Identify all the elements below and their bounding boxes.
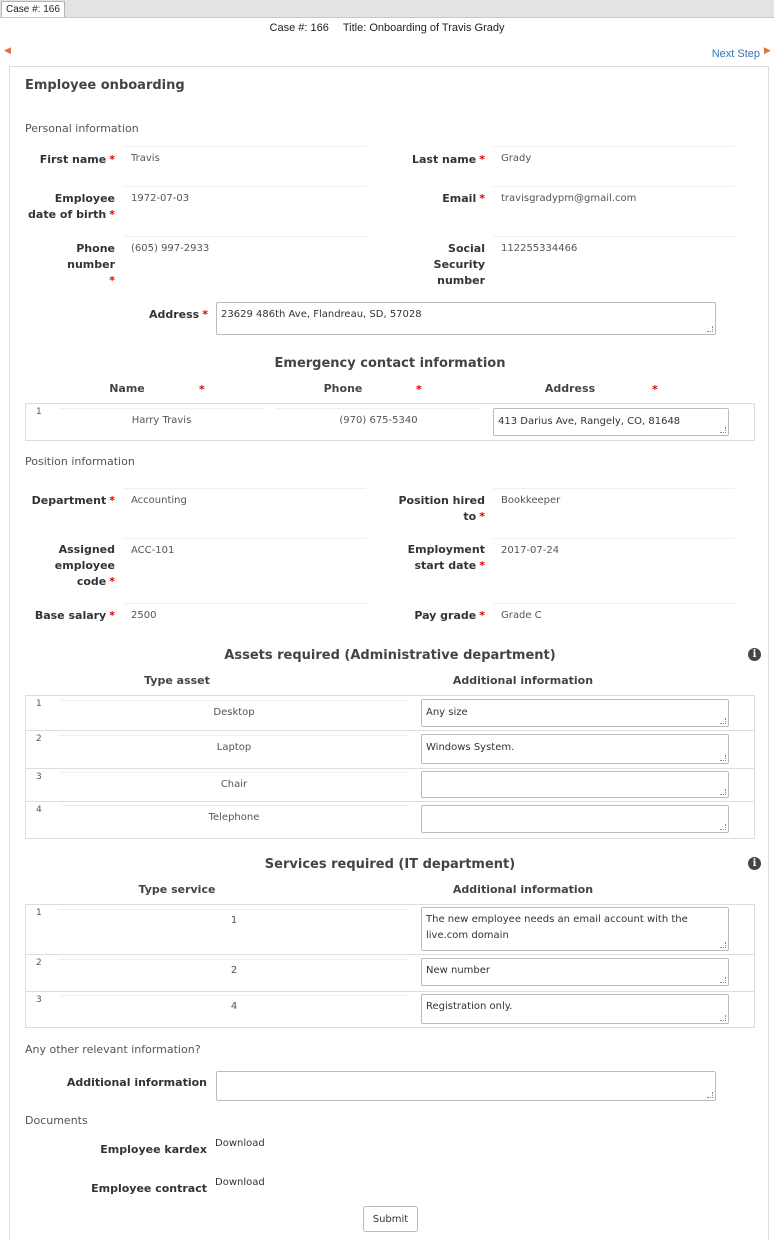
phone-field[interactable]: (605) 997-2933 — [123, 236, 366, 284]
phone-label: Phone number * — [67, 242, 115, 287]
emergency-phone-field[interactable]: (970) 675-5340 — [276, 408, 481, 436]
service-info-textarea[interactable]: The new employee needs an email account with the live.com domain — [421, 907, 729, 951]
additional-info-textarea[interactable] — [216, 1071, 716, 1101]
asset-type-field[interactable]: Laptop — [59, 735, 409, 763]
base-salary-label: Base salary * — [34, 609, 115, 622]
services-title: Services required (IT department) — [264, 857, 516, 872]
row-number: 2 — [36, 734, 42, 744]
row-number: 1 — [36, 908, 42, 918]
table-row — [26, 992, 754, 1027]
dob-field[interactable]: 1972-07-03 — [123, 186, 366, 234]
table-row — [26, 905, 754, 955]
submit-button[interactable]: Submit — [363, 1206, 418, 1232]
row-number: 1 — [36, 699, 42, 709]
personal-info-heading: Personal information — [25, 122, 139, 135]
ssn-label: Social Security number — [433, 242, 485, 287]
start-date-label: Employment start date * — [407, 543, 485, 572]
email-label: Email * — [442, 192, 485, 205]
previous-step-arrow-icon[interactable]: ◀ — [4, 46, 11, 56]
base-salary-field[interactable]: 2500 — [123, 603, 366, 633]
start-date-field[interactable]: 2017-07-24 — [493, 538, 735, 600]
asset-info-textarea[interactable] — [421, 805, 729, 833]
emergency-col-address: Address — [544, 382, 596, 395]
assets-col-info: Additional information — [452, 674, 594, 687]
other-info-heading: Any other relevant information? — [25, 1043, 201, 1056]
services-grid — [25, 904, 755, 1028]
additional-info-label: Additional information — [66, 1076, 207, 1089]
asset-info-textarea[interactable]: Windows System. — [421, 734, 729, 764]
ssn-field[interactable]: 112255334466 — [493, 236, 735, 284]
row-number: 3 — [36, 995, 42, 1005]
position-info-heading: Position information — [25, 455, 135, 468]
next-step-link[interactable]: Next Step — [711, 48, 760, 60]
row-number: 3 — [36, 772, 42, 782]
service-info-textarea[interactable]: New number — [421, 958, 729, 986]
emergency-col-phone: Phone — [323, 382, 363, 395]
table-row — [26, 802, 754, 838]
case-tab[interactable]: Case #: 166 — [1, 1, 65, 17]
address-label: Address * — [148, 308, 208, 321]
last-name-field[interactable]: Grady — [493, 146, 735, 186]
service-type-field[interactable]: 2 — [59, 959, 409, 987]
service-info-textarea[interactable]: Registration only. — [421, 994, 729, 1024]
table-row — [26, 404, 754, 440]
email-field[interactable]: travisgradypm@gmail.com — [493, 186, 735, 234]
documents-heading: Documents — [25, 1114, 88, 1127]
service-type-field[interactable]: 1 — [59, 909, 409, 937]
contract-label: Employee contract — [91, 1182, 207, 1195]
table-row — [26, 696, 754, 731]
address-textarea[interactable]: 23629 486th Ave, Flandreau, SD, 57028 — [216, 302, 716, 335]
employee-code-field[interactable]: ACC-101 — [123, 538, 366, 600]
services-info-icon[interactable]: i — [748, 857, 761, 870]
emergency-col-name-required: * — [199, 383, 205, 396]
department-field[interactable]: Accounting — [123, 488, 366, 536]
asset-type-field[interactable]: Desktop — [59, 700, 409, 728]
case-title: Title: Onboarding of Travis Grady — [342, 22, 505, 34]
assets-info-icon[interactable]: i — [748, 648, 761, 661]
last-name-label: Last name * — [411, 153, 485, 166]
position-hired-field[interactable]: Bookkeeper — [493, 488, 735, 536]
services-col-type: Type service — [138, 883, 216, 896]
asset-info-textarea[interactable]: Any size — [421, 699, 729, 727]
kardex-download-link[interactable]: Download — [215, 1138, 265, 1149]
first-name-label: First name * — [39, 153, 115, 166]
case-number: Case #: 166 — [269, 22, 329, 34]
table-row — [26, 769, 754, 802]
asset-type-field[interactable]: Chair — [59, 772, 409, 798]
emergency-address-textarea[interactable]: 413 Darius Ave, Rangely, CO, 81648 — [493, 408, 729, 436]
emergency-contact-title: Emergency contact information — [274, 356, 506, 371]
emergency-col-address-required: * — [652, 383, 658, 396]
kardex-label: Employee kardex — [100, 1143, 207, 1156]
service-type-field[interactable]: 4 — [59, 995, 409, 1023]
row-number: 4 — [36, 805, 42, 815]
contract-download-link[interactable]: Download — [215, 1177, 265, 1188]
emergency-col-name: Name — [109, 382, 145, 395]
emergency-col-phone-required: * — [416, 383, 422, 396]
employee-code-label: Assigned employee code * — [54, 543, 115, 588]
emergency-contact-grid — [25, 403, 755, 441]
table-row — [26, 731, 754, 769]
assets-col-type: Type asset — [144, 674, 210, 687]
row-number: 1 — [36, 407, 42, 417]
first-name-field[interactable]: Travis — [123, 146, 366, 186]
top-tab-bar — [0, 0, 774, 18]
assets-title: Assets required (Administrative department) — [224, 648, 556, 663]
row-number: 2 — [36, 958, 42, 968]
next-step-arrow-icon[interactable]: ▶ — [764, 46, 771, 56]
pay-grade-field[interactable]: Grade C — [493, 603, 735, 633]
case-header — [0, 22, 774, 34]
department-label: Department * — [31, 494, 115, 507]
form-title: Employee onboarding — [25, 78, 185, 93]
pay-grade-label: Pay grade * — [414, 609, 485, 622]
assets-grid — [25, 695, 755, 839]
services-col-info: Additional information — [452, 883, 594, 896]
position-hired-label: Position hired to * — [398, 494, 485, 523]
table-row — [26, 955, 754, 992]
emergency-name-field[interactable]: Harry Travis — [59, 408, 264, 436]
dob-label: Employee date of birth * — [28, 192, 115, 221]
asset-info-textarea[interactable] — [421, 771, 729, 798]
asset-type-field[interactable]: Telephone — [59, 805, 409, 831]
